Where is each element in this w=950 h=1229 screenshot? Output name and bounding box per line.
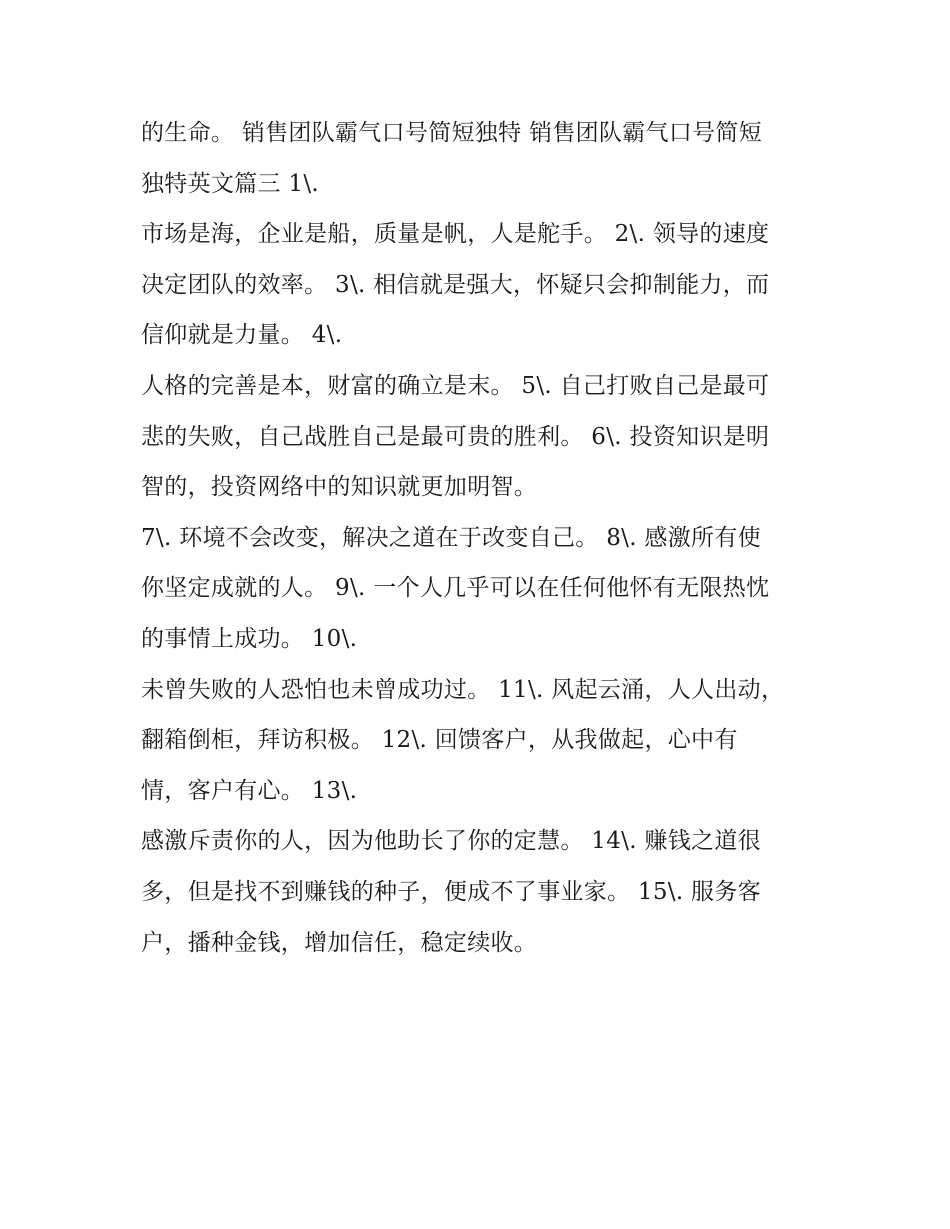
text-line-17: 户，播种金钱，增加信任，稳定续收。 — [141, 929, 538, 956]
text-line-6: 人格的完善是本，财富的确立是末。 5\. 自己打败自己是最可 — [141, 372, 770, 399]
text-line-1: 的生命。 销售团队霸气口号简短独特 销售团队霸气口号简短 — [141, 120, 763, 146]
text-line-16: 多，但是找不到赚钱的种子，便成不了事业家。 15\. 服务客 — [141, 878, 761, 905]
text-line-8: 智的，投资网络中的知识就更加明智。 — [141, 474, 538, 501]
text-line-15: 感激斥责你的人，因为他助长了你的定慧。 14\. 赚钱之道很 — [141, 828, 761, 855]
text-line-13: 翻箱倒柜，拜访积极。 12\. 回馈客户，从我做起，心中有 — [141, 727, 738, 754]
text-line-9: 7\. 环境不会改变，解决之道在于改变自己。 8\. 感激所有使 — [141, 524, 761, 551]
text-line-12: 未曾失败的人恐怕也未曾成功过。 11\. 风起云涌，人人出动， — [141, 676, 785, 703]
text-line-4: 决定团队的效率。 3\. 相信就是强大，怀疑只会抑制能力，而 — [141, 271, 770, 298]
text-line-5: 信仰就是力量。 4\. — [141, 322, 343, 349]
text-line-3: 市场是海，企业是船，质量是帆，人是舵手。 2\. 领导的速度 — [141, 221, 770, 248]
body-text — [141, 108, 821, 968]
text-line-10: 你坚定成就的人。 9\. 一个人几乎可以在任何他怀有无限热忱 — [141, 575, 770, 602]
text-line-7: 悲的失败，自己战胜自己是最可贵的胜利。 6\. 投资知识是明 — [141, 423, 770, 450]
text-line-14: 情，客户有心。 13\. — [141, 777, 358, 804]
text-line-11: 的事情上成功。 10\. — [141, 625, 358, 652]
text-line-2: 独特英文篇三 1\. — [141, 170, 320, 197]
